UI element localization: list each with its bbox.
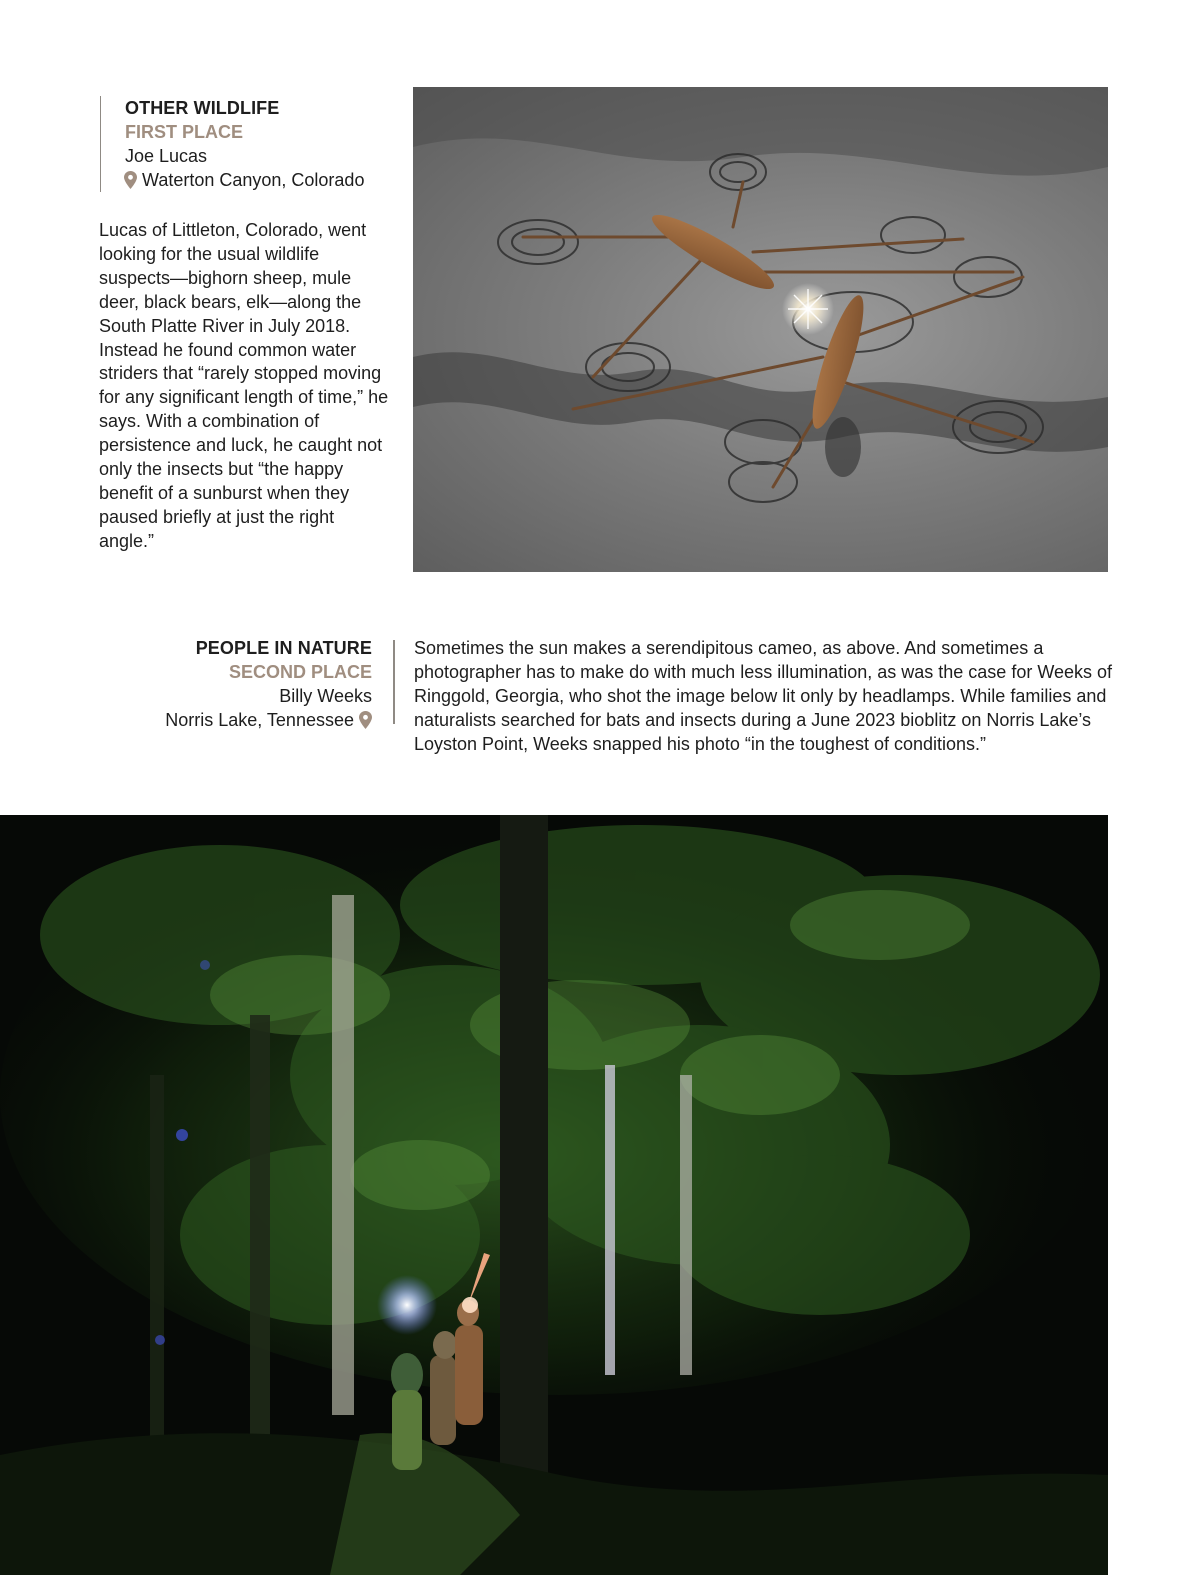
location-text: Waterton Canyon, Colorado	[142, 170, 365, 190]
location-pin-icon	[359, 711, 372, 729]
caption-divider	[393, 640, 395, 724]
location-pin-icon	[124, 171, 137, 189]
category-label: PEOPLE IN NATURE	[195, 638, 372, 658]
body-paragraph-two: Sometimes the sun makes a serendipitous cameo, as above. And sometimes a photographer has to make do with much less illumination, as was the case for Weeks of Ringgold, Georgia, who shot the image below lit only by headlamps. While families and naturalists searched for bats and insects during a June 2023 bioblitz on Norris Lake’s Loyston Point, Weeks snapped his photo “in the toughest of conditions.”	[414, 638, 1113, 754]
water-striders-photo	[413, 87, 1108, 572]
photographer-name: Joe Lucas	[125, 146, 208, 166]
caption-other-wildlife	[100, 96, 415, 192]
location-line	[112, 708, 372, 732]
body-paragraph-one: Lucas of Littleton, Colorado, went looking for the usual wildlife suspects—bighorn sheep, mule deer, black bears, elk—along the South Platte River in July 2018. Instead he found common water striders that “rarely stopped moving for any significant length of time,” he says. With a combination of persistence and luck, he caught not only the insects but “the happy benefit of a sunburst when they paused briefly at just the right angle.”	[99, 220, 389, 551]
award-place-label: FIRST PLACE	[125, 122, 244, 142]
location-text: Norris Lake, Tennessee	[165, 710, 354, 730]
caption-people-in-nature	[112, 636, 372, 732]
forest-night-photo	[0, 815, 1108, 1575]
category-label: OTHER WILDLIFE	[125, 98, 280, 118]
location-line	[124, 168, 415, 192]
photographer-name: Billy Weeks	[279, 686, 372, 706]
award-place-label: SECOND PLACE	[228, 662, 372, 682]
